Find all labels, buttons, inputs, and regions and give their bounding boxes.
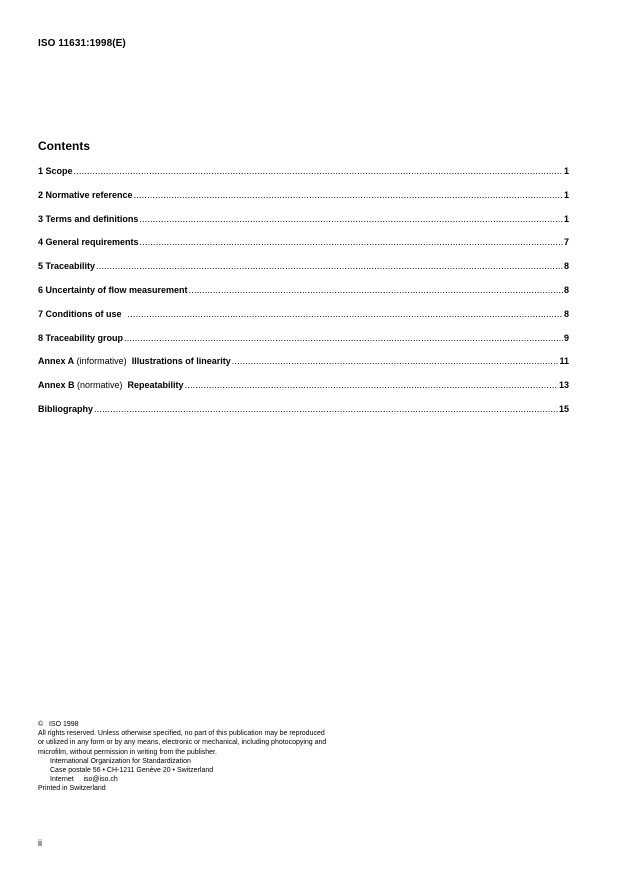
contents-title: Contents	[38, 139, 90, 153]
toc-page-number: 1	[563, 213, 569, 224]
copyright-line: © ISO 1998	[38, 721, 79, 728]
toc-page-number: 11	[559, 356, 569, 367]
toc-page-number: 15	[558, 403, 569, 414]
toc-entry-annex-title: Illustrations of linearity	[129, 356, 231, 367]
toc-entry-scope[interactable]	[38, 166, 569, 190]
toc-entry-label: 3 Terms and definitions	[38, 213, 139, 224]
rights-statement-line: microfilm, without permission in writing from the publisher.	[38, 748, 217, 756]
toc-leader-dots	[96, 261, 563, 271]
toc-page-number: 8	[563, 284, 569, 295]
toc-entry-label: Bibliography	[38, 403, 94, 414]
toc-page-number: 13	[558, 380, 569, 391]
toc-entry-label: 6 Uncertainty of flow measurement	[38, 284, 188, 295]
toc-leader-dots	[232, 356, 559, 366]
toc-entry-label: 7 Conditions of use	[38, 308, 122, 319]
printed-in-line: Printed in Switzerland	[38, 785, 106, 793]
rights-statement-line: or utilized in any form or by any means, electronic or mechanical, including photocopying and	[38, 739, 327, 747]
toc-entry-traceability-group[interactable]	[38, 333, 569, 357]
copyright-notice	[38, 720, 326, 794]
toc-leader-dots	[140, 237, 563, 247]
toc-entry-label: 2 Normative reference	[38, 189, 133, 200]
document-header: ISO 11631:1998(E)	[38, 38, 126, 49]
toc-page-number: 1	[563, 189, 569, 200]
toc-entry-annex-title: Repeatability	[125, 380, 184, 391]
table-of-contents	[38, 166, 569, 428]
organization-name: International Organization for Standardization	[50, 757, 191, 765]
toc-leader-dots	[74, 166, 563, 176]
organization-address: Case postale 56 • CH-1211 Genève 20 • Switzerland	[50, 767, 214, 775]
toc-entry-label: Annex B	[38, 380, 75, 391]
toc-entry-traceability[interactable]	[38, 261, 569, 285]
toc-entry-conditions-of-use[interactable]	[38, 309, 569, 333]
toc-page-number: 8	[563, 261, 569, 272]
toc-entry-label: 5 Traceability	[38, 261, 96, 272]
toc-entry-annex-type: (normative)	[74, 380, 126, 391]
toc-page-number: 8	[563, 308, 569, 319]
toc-leader-dots	[128, 309, 563, 319]
toc-entry-label: Annex A	[38, 356, 75, 367]
toc-leader-dots	[94, 404, 558, 414]
toc-entry-annex-a[interactable]	[38, 356, 569, 380]
toc-entry-terms-and-definitions[interactable]	[38, 214, 569, 238]
toc-entry-annex-type: (informative)	[74, 356, 130, 367]
toc-leader-dots	[124, 333, 563, 343]
toc-entry-uncertainty-of-flow-measurement[interactable]	[38, 285, 569, 309]
toc-page-number: 7	[563, 237, 569, 248]
toc-entry-label: 8 Traceability group	[38, 332, 124, 343]
toc-entry-annex-b[interactable]	[38, 380, 569, 404]
toc-leader-dots	[139, 214, 563, 224]
toc-page-number: 1	[563, 166, 569, 176]
page-number: ii	[38, 838, 42, 848]
toc-entry-label: 4 General requirements	[38, 237, 139, 248]
organization-internet: Internet iso@iso.ch	[50, 776, 118, 784]
toc-leader-dots	[185, 380, 558, 390]
toc-leader-dots	[134, 190, 563, 200]
toc-entry-normative-reference[interactable]	[38, 190, 569, 214]
toc-entry-general-requirements[interactable]	[38, 237, 569, 261]
toc-entry-label: 1 Scope	[38, 166, 73, 176]
rights-statement-line: All rights reserved. Unless otherwise specified, no part of this publication may be reproduced	[38, 730, 325, 738]
toc-page-number: 9	[563, 332, 569, 343]
toc-leader-dots	[189, 285, 563, 295]
toc-entry-bibliography[interactable]	[38, 404, 569, 428]
